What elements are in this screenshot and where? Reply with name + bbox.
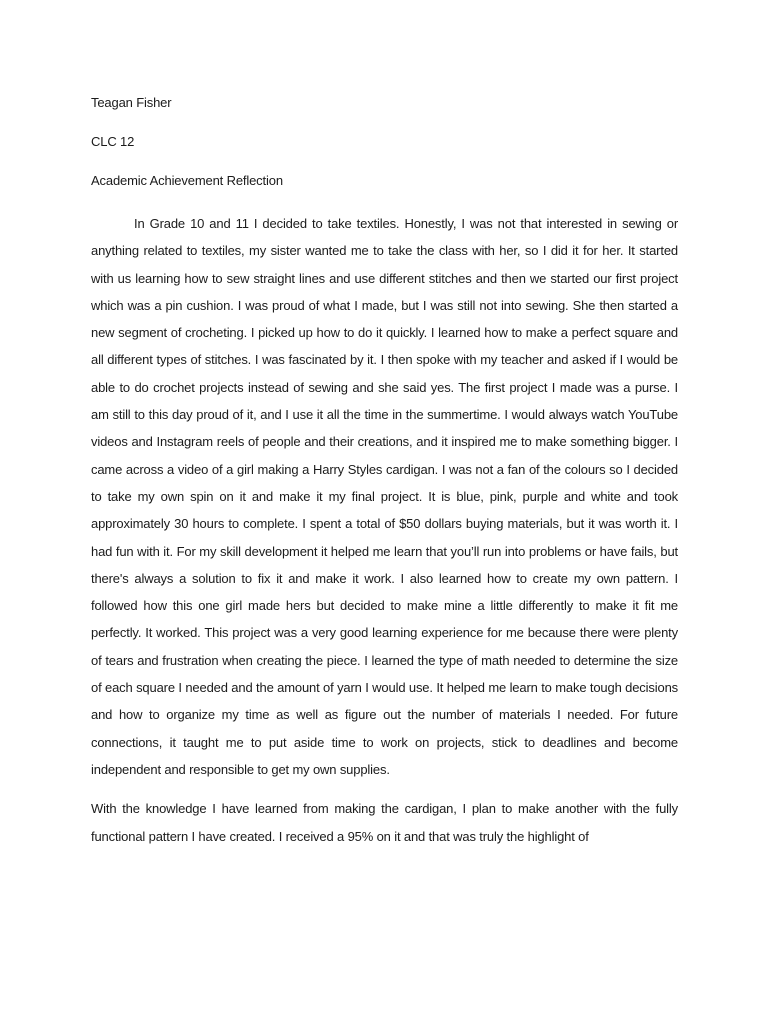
course-code: CLC 12	[91, 134, 135, 149]
reflection-paragraph-2: With the knowledge I have learned from making the cardigan, I plan to make another with the fully functional pattern I have created. I received a 95% on it and that was truly the highlight of	[91, 801, 678, 844]
author-name: Teagan Fisher	[91, 95, 172, 110]
document-title: Academic Achievement Reflection	[91, 173, 283, 188]
reflection-paragraph-1: In Grade 10 and 11 I decided to take textiles. Honestly, I was not that interested in sewing or anything related to textiles, my sister wanted me to take the class with her, so I did it for her. It started with us learning how to sew straight lines and use different stitches and then we started our first project which was a pin cushion. I was proud of what I made, but I was still not into sewing. She then started a new segment of crocheting. I picked up how to do it quickly. I learned how to make a perfect square and all different types of stitches. I was fascinated by it. I then spoke with my teacher and asked if I would be able to do crochet projects instead of sewing and she said yes. The first project I made was a purse. I am still to this day proud of it, and I use it all the time in the summertime. I would always watch YouTube videos and Instagram reels of people and their creations, and it inspired me to make something bigger. I came across a video of a girl making a Harry Styles cardigan. I was not a fan of the colours so I decided to take my own spin on it and make it my final project. It is blue, pink, purple and white and took approximately 30 hours to complete. I spent a total of $50 dollars buying materials, but it was worth it. I had fun with it. For my skill development it helped me learn that you’ll run into problems or have fails, but there's always a solution to fix it and make it work. I also learned how to create my own pattern. I followed how this one girl made hers but decided to make mine a little differently to make it fit me perfectly. It worked. This project was a very good learning experience for me because there were plenty of tears and frustration when creating the piece. I learned the type of math needed to determine the size of each square I needed and the amount of yarn I would use. It helped me learn to make tough decisions and how to organize my time as well as figure out the number of materials I needed. For future connections, it taught me to put aside time to work on projects, stick to deadlines and become independent and responsible to get my own supplies.	[91, 216, 678, 777]
document-body	[91, 93, 678, 850]
